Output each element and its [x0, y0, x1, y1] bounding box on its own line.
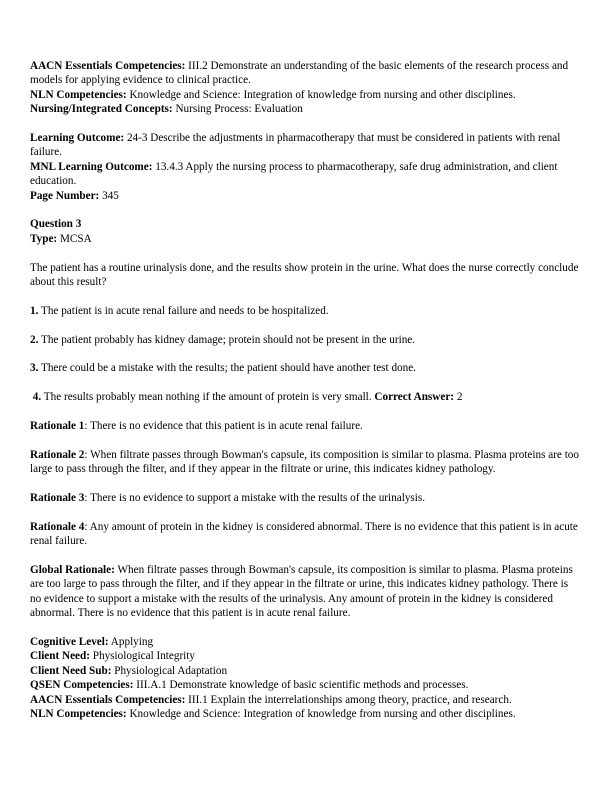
rationale-2: Rationale 2: When filtrate passes through Bowman's capsule, its composition is similar to plasma. Plasma proteins are too large to pass through the filter, and if they appear in the filtrate or urine, this indicates kidney pathology. — [30, 448, 579, 476]
nln-competencies-top: NLN Competencies: Knowledge and Science: Integration of knowledge from nursing and other disciplines. — [30, 88, 516, 101]
correct-answer-label: Correct Answer: — [374, 391, 455, 404]
mnl-learning-outcome: MNL Learning Outcome: 13.4.3 Apply the nursing process to pharmacotherapy, safe drug administration, and client education. — [30, 160, 558, 188]
nursing-concepts: Nursing/Integrated Concepts: Nursing Process: Evaluation — [30, 103, 303, 116]
page-number: Page Number: 345 — [30, 189, 119, 202]
question-heading: Question 3 — [30, 218, 82, 231]
client-need-sub: Client Need Sub: Physiological Adaptation — [30, 664, 228, 677]
nln-competencies-bottom: NLN Competencies: Knowledge and Science: Integration of knowledge from nursing and other disciplines. — [30, 708, 516, 721]
cognitive-level: Cognitive Level: Applying — [30, 636, 154, 649]
answer-option-2: 2. The patient probably has kidney damage; protein should not be present in the urine. — [30, 333, 416, 346]
question-stem: The patient has a routine urinalysis done, and the results show protein in the urine. What does the nurse correctly conclude about this result? — [30, 261, 579, 289]
answer-option-3: 3. There could be a mistake with the results; the patient should have another test done. — [30, 362, 416, 375]
question-type: Type: MCSA — [30, 232, 92, 245]
learning-outcome: Learning Outcome: 24-3 Describe the adjustments in pharmacotherapy that must be considered in patients with renal failure. — [30, 132, 561, 159]
rationale-4: Rationale 4: Any amount of protein in the kidney is considered abnormal. There is no evidence that this patient is in acute renal failure. — [30, 520, 578, 548]
client-need: Client Need: Physiological Integrity — [30, 650, 195, 663]
rationale-3: Rationale 3: There is no evidence to support a mistake with the results of the urinalysis. — [30, 492, 426, 505]
answer-option-1: 1. The patient is in acute renal failure and needs to be hospitalized. — [30, 304, 329, 317]
correct-answer-value: 2 — [456, 391, 463, 404]
document-page — [30, 59, 582, 721]
aacn-competencies-bottom: AACN Essentials Competencies: III.1 Explain the interrelationships among theory, practice, and research. — [30, 693, 512, 706]
aacn-competencies-top: AACN Essentials Competencies: III.2 Demonstrate an understanding of the basic elements of the research process and models for applying evidence to clinical practice. — [30, 60, 569, 87]
global-rationale: Global Rationale: When filtrate passes through Bowman's capsule, its composition is similar to plasma. Plasma proteins are too large to pass through the filter, and if they appear in the filtrate or urine, this indicates kidney pathology. There is no evidence to support a mistake with the results of the urinalysis. Any amount of protein in the kidney is considered abnormal. There is no evidence that this patient is in acute renal failure. — [30, 564, 573, 620]
rationale-1: Rationale 1: There is no evidence that this patient is in acute renal failure. — [30, 420, 363, 433]
qsen-competencies: QSEN Competencies: III.A.1 Demonstrate knowledge of basic scientific methods and processes. — [30, 679, 469, 692]
answer-option-4: 4. The results probably mean nothing if the amount of protein is very small. Correct Answer: 2 — [32, 391, 463, 404]
